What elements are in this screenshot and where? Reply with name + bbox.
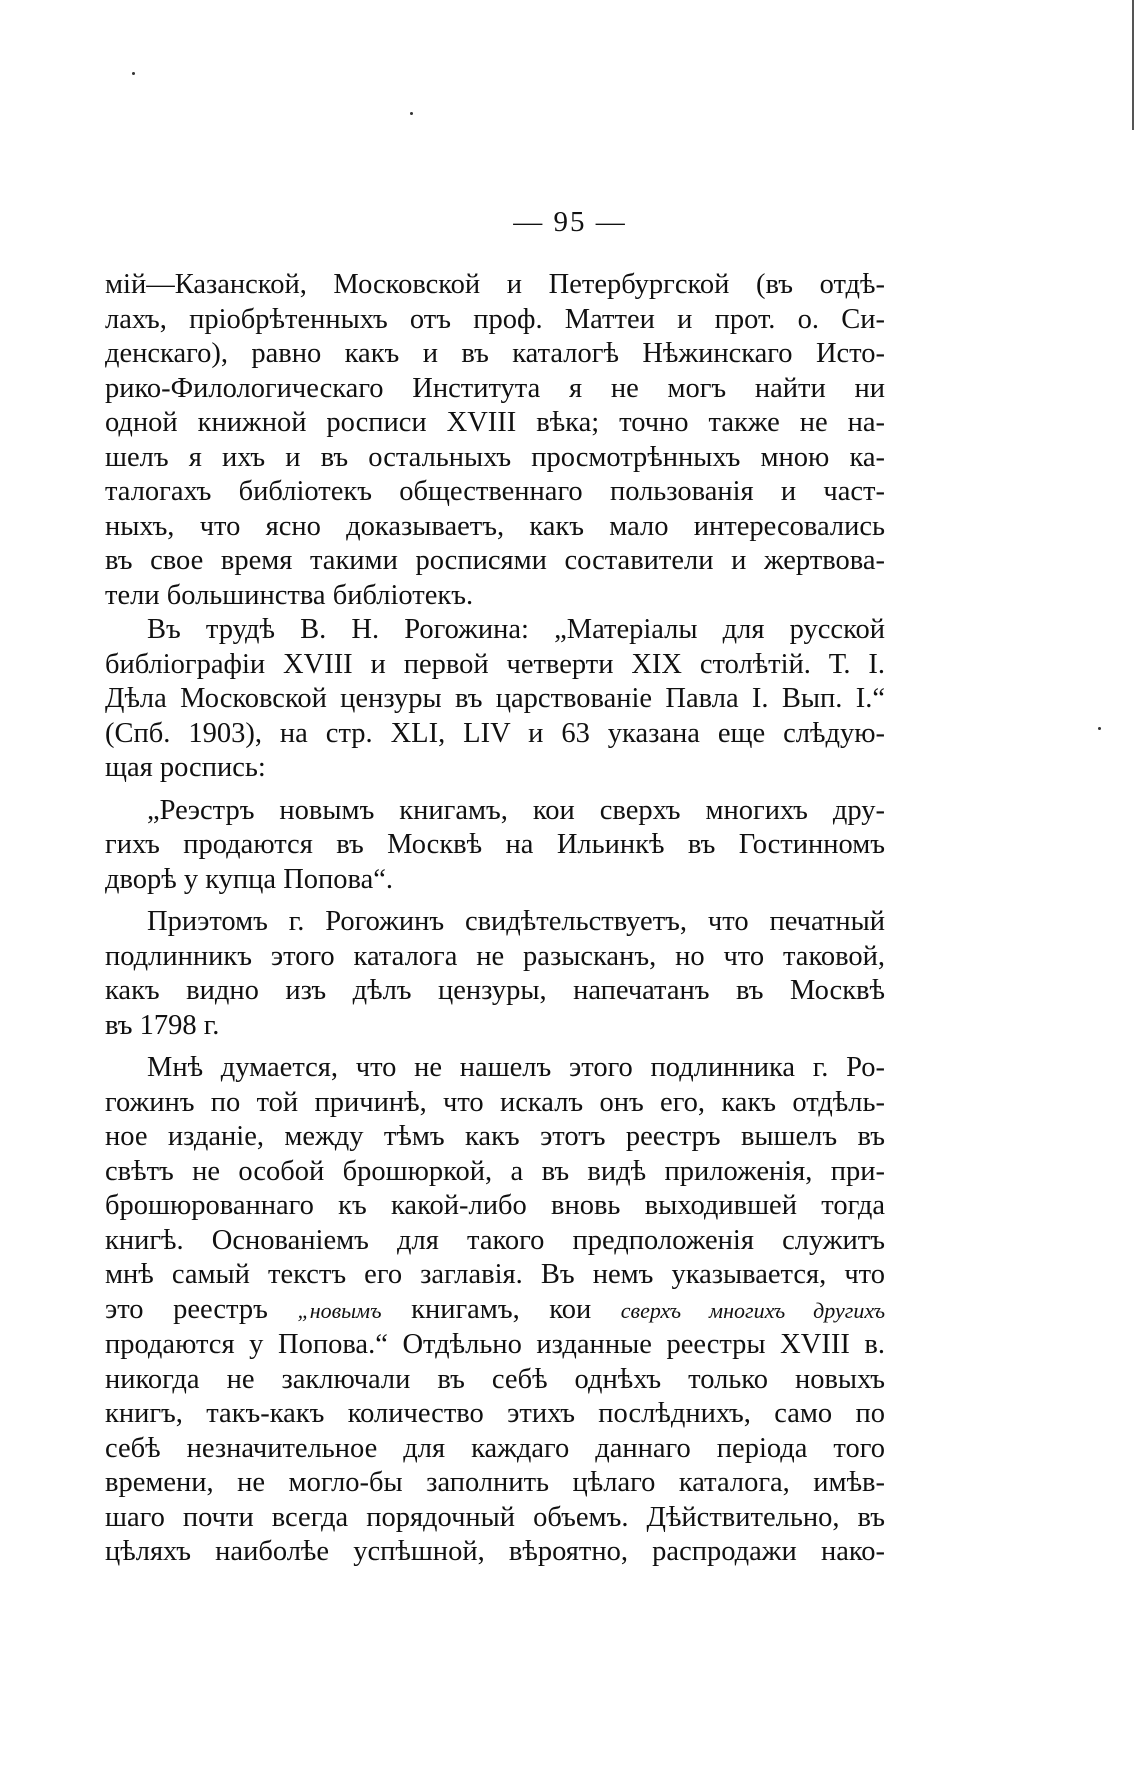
text-line: въ 1798 г.: [105, 1009, 220, 1041]
text-line: Мнѣ думается, что не нашелъ этого подлинника г. Ро-: [147, 1052, 885, 1083]
text-line: времени, не могло-бы заполнить цѣлаго каталога, имѣв-: [105, 1467, 885, 1498]
text-line: какъ видно изъ дѣлъ цензуры, напечатанъ въ Москвѣ: [105, 975, 885, 1006]
text-line: одной книжной росписи XVIII вѣка; точно также не на-: [105, 407, 885, 438]
text-line: въ свое время такими росписями составители и жертвова-: [105, 545, 885, 576]
text-line: тели большинства библіотекъ.: [105, 579, 474, 611]
paper-speck: [1098, 727, 1101, 730]
text-line: себѣ незначительное для каждаго даннаго періода того: [105, 1432, 885, 1464]
text-fragment: кои: [549, 1293, 592, 1325]
text-fragment: это реестръ: [105, 1293, 268, 1325]
text-line: шелъ я ихъ и въ остальныхъ просмотрѣнныхъ мною ка-: [105, 441, 885, 473]
text-line: никогда не заключали въ себѣ однѣхъ только новыхъ: [105, 1363, 885, 1395]
text-line: продаются у Попова.“ Отдѣльно изданные реестры XVIII в.: [105, 1329, 885, 1360]
text-line: шаго почти всегда порядочный объемъ. Дѣйствительно, въ: [105, 1501, 885, 1533]
text-fragment: книгамъ,: [411, 1293, 520, 1325]
text-line: свѣтъ не особой брошюркой, а въ видѣ приложенія, при-: [105, 1155, 885, 1187]
text-line: ное изданіе, между тѣмъ какъ этотъ реестръ вышелъ въ: [105, 1121, 885, 1152]
italic-fragment: „новымъ: [297, 1297, 382, 1323]
text-line: щая роспись:: [105, 752, 266, 783]
text-line: книгѣ. Основаніемъ для такого предположенія служитъ: [105, 1224, 885, 1256]
text-line: брошюрованнаго къ какой-либо вновь выходившей тогда: [105, 1190, 885, 1221]
paper-speck: [132, 72, 135, 75]
text-line: гожинъ по той причинѣ, что искалъ онъ его, какъ отдѣль-: [105, 1086, 885, 1118]
text-line: рико-Филологическаго Института я не могъ найти ни: [105, 372, 885, 404]
body-text: [105, 268, 885, 1570]
paper-speck: [410, 112, 413, 115]
text-line: мнѣ самый текстъ его заглавія. Въ немъ указывается, что: [105, 1259, 885, 1290]
quote-line: дворѣ у купца Попова“.: [105, 863, 394, 895]
page-number: — 95 —: [513, 206, 627, 238]
text-line: библіографіи XVIII и первой четверти XIX столѣтій. Т. I.: [105, 648, 885, 680]
page-edge-mark: [1132, 0, 1134, 130]
text-line-with-italics: [105, 1293, 885, 1329]
text-line: мій—Казанской, Московской и Петербургской (въ отдѣ-: [105, 269, 885, 300]
quote-line: „Реэстръ новымъ книгамъ, кои сверхъ многихъ дру-: [147, 794, 885, 826]
text-line: книгъ, такъ-какъ количество этихъ послѣднихъ, само по: [105, 1398, 885, 1429]
quote-line: гихъ продаются въ Москвѣ на Ильинкѣ въ Гостинномъ: [105, 829, 885, 860]
text-line: подлинникъ этого каталога не разысканъ, но что таковой,: [105, 940, 885, 972]
text-line: (Спб. 1903), на стр. XLI, LIV и 63 указана еще слѣдую-: [105, 717, 885, 749]
italic-fragment: сверхъ многихъ другихъ: [620, 1297, 885, 1323]
text-line: ныхъ, что ясно доказываетъ, какъ мало интересовались: [105, 510, 885, 542]
text-line: лахъ, пріобрѣтенныхъ отъ проф. Маттеи и прот. о. Си-: [105, 303, 885, 335]
text-line: цѣляхъ наиболѣе успѣшной, вѣроятно, распродажи нако-: [105, 1536, 885, 1567]
text-line: Дѣла Московской цензуры въ царствованіе Павла I. Вып. I.“: [105, 683, 885, 714]
text-line: Приэтомъ г. Рогожинъ свидѣтельствуетъ, что печатный: [147, 906, 885, 937]
text-line: талогахъ библіотекъ общественнаго пользованія и част-: [105, 476, 885, 507]
text-line: денскаго), равно какъ и въ каталогѣ Нѣжинскаго Исто-: [105, 338, 885, 369]
text-line: Въ трудѣ В. Н. Рогожина: „Матеріалы для русской: [147, 614, 885, 645]
